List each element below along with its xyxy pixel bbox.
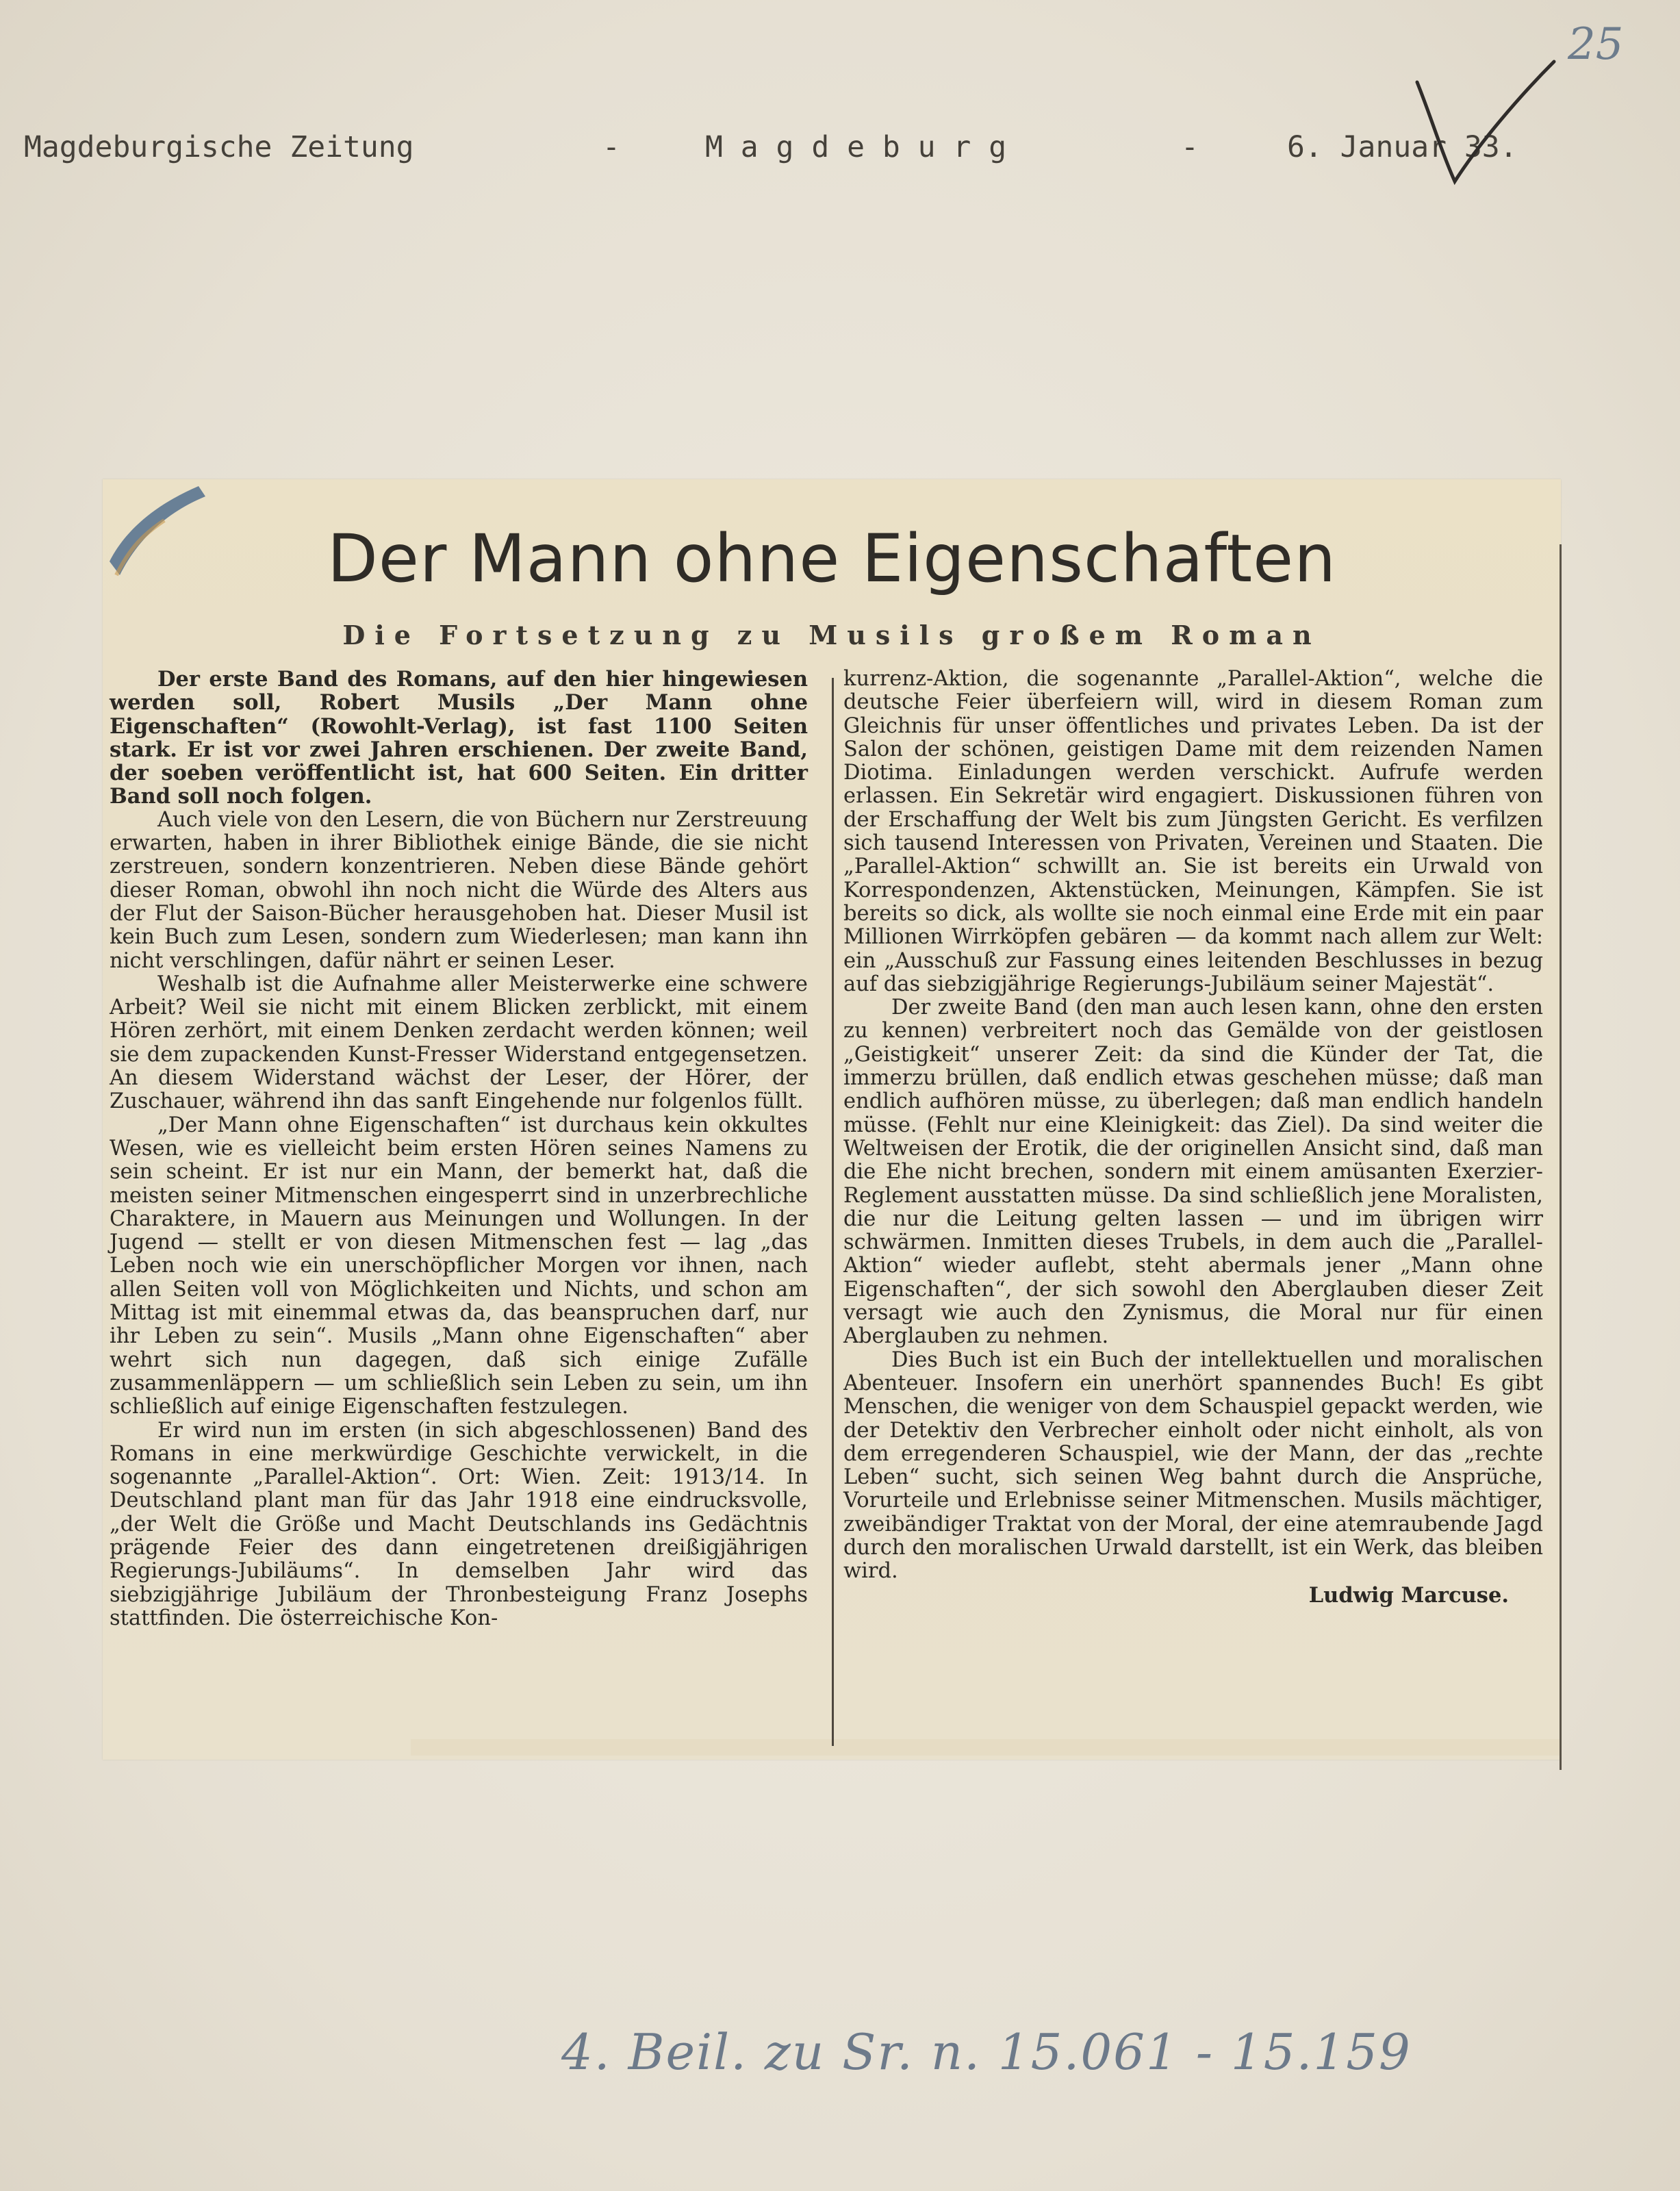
article-paragraph: Weshalb ist die Aufnahme aller Meisterwerke eine schwere Arbeit? Weil sie nicht mit einem Blicken zerblickt, mit einem Hören zerhört, mit einem Denken zerdacht werden können; weil sie dem zupackenden Kunst-Fresser Widerstand entgegensetzen. An diesem Widerstand wächst der Leser, der Hörer, der Zuschauer, während ihn das sanft Eingehende nur folgenlos füllt. <box>110 972 808 1114</box>
article-subtitle: Die Fortsetzung zu Musils großem Roman <box>342 620 1321 650</box>
article-column-right <box>843 668 1543 1607</box>
handwritten-check-mark <box>1403 55 1568 192</box>
article-paragraph: „Der Mann ohne Eigenschaften“ ist durchaus kein okkultes Wesen, wie es vielleicht beim ersten Hören seines Namens zu sein scheint. Er ist nur ein Mann, der bemerkt hat, daß die meisten seiner Mitmenschen eingesperrt sind in unzerbrechliche Charaktere, in Mauern aus Meinungen und Wollungen. In der Jugend — stellt er von diesen Mitmenschen fest — lag „das Leben noch wie ein unerschöpflicher Morgen vor ihnen, nach allen Seiten voll von Möglichkeiten und Nichts, und schon am Mittag ist mit einemmal etwas da, das beanspruchen darf, nur ihr Leben zu sein“. Musils „Mann ohne Eigenschaften“ aber wehrt sich nun dagegen, daß sich einige Zufälle zusammenläppern — um schließlich sein Leben zu sein, um ihn schließlich auf einige Eigenschaften festzulegen. <box>110 1113 808 1419</box>
article-paragraph: kurrenz-Aktion, die sogenannte „Parallel-Aktion“, welche die deutsche Feier überfeiern will, wird in diesem Roman zum Gleichnis für unser öffentliches und privates Leben. Da ist der Salon der schönen, geistigen Dame mit dem reizenden Namen Diotima. Einladungen werden verschickt. Aufrufe werden erlassen. Ein Sekretär wird engagiert. Diskussionen führen von der Erschaffung der Welt bis zum Jüngsten Gericht. Es verfilzen sich tausend Interessen von Privaten, Vereinen und Staaten. Die „Parallel-Aktion“ schwillt an. Sie ist bereits ein Urwald von Korrespondenzen, Aktenstücken, Meinungen, Kämpfen. Sie ist bereits so dick, als wollte sie noch einmal eine Erde mit ein paar Millionen Wirrköpfen gebären — da kommt nach allem zur Welt: ein „Ausschuß zur Fassung eines leitenden Beschlusses in bezug auf das siebzigjährige Regierungs-Jubiläum seiner Majestät“. <box>843 667 1543 996</box>
clipping-bottom-edge <box>411 1739 1561 1756</box>
newspaper-name: Magdeburgische Zeitung <box>24 130 414 164</box>
handwritten-page-number: 25 <box>1568 19 1624 70</box>
article-paragraph: Auch viele von den Lesern, die von Büchern nur Zerstreuung erwarten, haben in ihrer Bibliothek einige Bände, die sie nicht zerstreuen, sondern konzentrieren. Neben diese Bände gehört dieser Roman, obwohl ihn noch nicht die Würde des Alters aus der Flut der Saison-Bücher herausgehoben hat. Dieser Musil ist kein Buch zum Lesen, sondern zum Wiederlesen; man kann ihn nicht verschlingen, dafür nährt er seinen Leser. <box>110 807 808 973</box>
article-column-left <box>110 668 808 1630</box>
article-paragraph: Dies Buch ist ein Buch der intellektuellen und moralischen Abenteuer. Insofern ein unerhört spannendes Buch! Es gibt Menschen, die weniger von dem Schauspiel gepackt werden, wie der Detektiv den Verbrecher einholt oder nicht einholt, als von dem erregenderen Schauspiel, wie der Mann, der das „rechte Leben“ sucht, sich seinen Weg bahnt durch die Ansprüche, Vorurteile und Erlebnisse seiner Mitmenschen. Musils mächtiger, zweibändiger Traktat von der Moral, der eine atemraubende Jagd durch den moralischen Urwald darstellt, ist ein Werk, das bleiben wird. <box>843 1347 1543 1584</box>
article-title: Der Mann ohne Eigenschaften <box>327 520 1337 597</box>
article-paragraph: Der zweite Band (den man auch lesen kann, ohne den ersten zu kennen) verbreitert noch das Gemälde von der geistlosen „Geistigkeit“ unserer Zeit: da sind die Künder der Tat, die immerzu brüllen, daß endlich etwas geschehen müsse; daß man endlich aufhören müsse, zu überlegen; daß man endlich handeln müsse. (Fehlt nur eine Kleinigkeit: das Ziel). Da sind weiter die Weltweisen der Erotik, die der originellen Ansicht sind, daß man die Ehe nicht brechen, sondern mit einem amüsanten Exerzier-Reglement ausstatten müsse. Da sind schließlich jene Moralisten, die nur die Leitung gelten lassen — und im übrigen wirr schwärmen. Inmitten dieses Trubels, in dem auch die „Parallel-Aktion“ wieder auflebt, steht abermals jener „Mann ohne Eigenschaften“, der sich sowohl den Aberglauben dieser Zeit versagt wie auch den Zynismus, die Moral nur für einen Aberglauben zu nehmen. <box>843 996 1543 1349</box>
header-date: 6. Januar 33. <box>1287 130 1518 164</box>
handwritten-archive-note: 4. Beil. zu Sr. n. 15.061 - 15.159 <box>561 2023 1412 2081</box>
article-author: Ludwig Marcuse. <box>1308 1582 1509 1608</box>
article-paragraph: Er wird nun im ersten (in sich abgeschlossenen) Band des Romans in eine merkwürdige Geschichte verwickelt, in die sogenannte „Parallel-Aktion“. Ort: Wien. Zeit: 1913/14. In Deutschland plant man für das Jahr 1918 eine eindrucksvolle, „der Welt die Größe und Macht Deutschlands ins Gedächtnis prägende Feier des dann eingetretenen dreißigjährigen Regierungs-Jubiläums“. In demselben Jahr wird das siebzigjährige Jubiläum der Thronbesteigung Franz Josephs stattfinden. Die österreichische Kon- <box>110 1418 808 1630</box>
article-paragraph: Der erste Band des Romans, auf den hier hingewiesen werden soll, Robert Musils „Der Mann ohne Eigenschaften“ (Rowohlt-Verlag), ist fast 1100 Seiten stark. Er ist vor zwei Jahren erschienen. Der zweite Band, der soeben veröffentlicht ist, hat 600 Seiten. Ein dritter Band soll noch folgen. <box>110 667 808 809</box>
header-city: M a g d e b u r g <box>705 130 1007 164</box>
header-separator: - <box>1181 130 1199 164</box>
clipping-right-rule <box>1560 544 1562 1770</box>
header-separator: - <box>602 130 620 164</box>
column-divider <box>832 678 834 1746</box>
